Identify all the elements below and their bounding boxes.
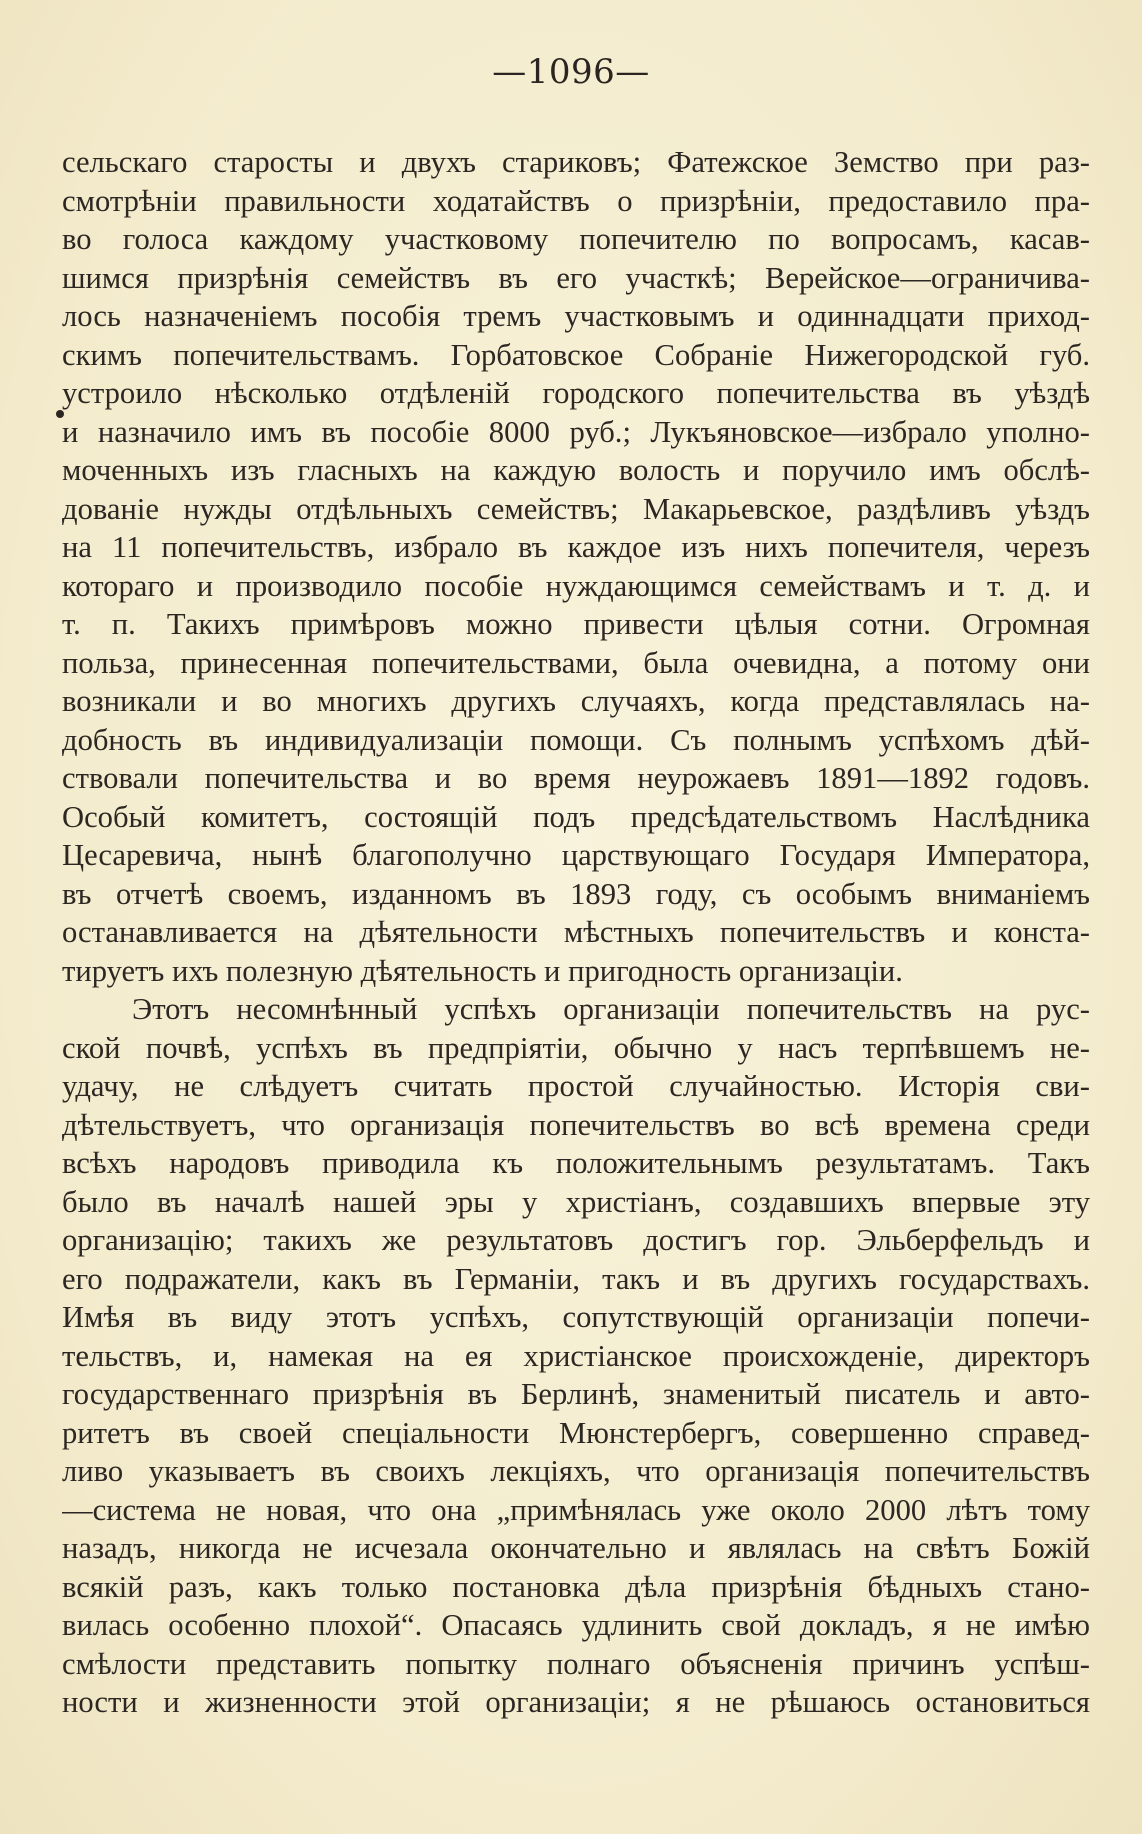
paragraph-first-line: Этотъ несомнѣнный успѣхъ организаціи попечительствъ на рус-	[132, 992, 1090, 1026]
text-line: останавливается на дѣятельности мѣстныхъ попечительствъ и конста-	[62, 915, 1090, 949]
text-line: удачу, не слѣдуетъ считать простой случайностью. Исторія сви-	[62, 1069, 1090, 1103]
text-line: т. п. Такихъ примѣровъ можно привести цѣлыя сотни. Огромная	[62, 607, 1090, 641]
text-line: ности и жизненности этой организаціи; я не рѣшаюсь остановиться	[62, 1685, 1090, 1719]
text-line: тельствъ, и, намекая на ея христіанское происхожденіе, директоръ	[62, 1338, 1090, 1373]
text-line: устроило нѣсколько отдѣленій городского попечительства въ уѣздѣ	[62, 376, 1090, 410]
text-line: Имѣя въ виду этотъ успѣхъ, сопутствующій организаціи попечи-	[62, 1300, 1090, 1334]
body-text	[62, 143, 1090, 1722]
text-line: польза, принесенная попечительствами, была очевидна, а потому они	[62, 645, 1090, 680]
text-line: дѣтельствуетъ, что организація попечительствъ во всѣ времена среди	[62, 1107, 1090, 1142]
text-line: и назначило имъ въ пособіе 8000 руб.; Лукъяновское—избрало уполно-	[62, 414, 1090, 449]
text-line: возникали и во многихъ другихъ случаяхъ, когда представлялась на-	[62, 684, 1090, 718]
paragraph-end-line: тируетъ ихъ полезную дѣятельность и пригодность организаціи.	[62, 953, 903, 988]
text-line: было въ началѣ нашей эры у христіанъ, создавшихъ впервые эту	[62, 1184, 1090, 1219]
text-line: государственнаго призрѣнія въ Берлинѣ, знаменитый писатель и авто-	[62, 1377, 1090, 1411]
text-line: вилась особенно плохой“. Опасаясь удлинить свой докладъ, я не имѣю	[62, 1608, 1090, 1642]
text-line: котораго и производило пособіе нуждающимся семействамъ и т. д. и	[62, 568, 1090, 603]
text-line: назадъ, никогда не исчезала окончательно и являлась на свѣтъ Божій	[62, 1531, 1090, 1565]
text-line: лось назначеніемъ пособія тремъ участковымъ и одиннадцати приход-	[62, 299, 1090, 333]
text-line: смотрѣніи правильности ходатайствъ о призрѣніи, предоставило пра-	[62, 183, 1090, 218]
text-line: сельскаго старосты и двухъ стариковъ; Фатежское Земство при раз-	[62, 145, 1090, 179]
text-line: смѣлости представить попытку полнаго объясненія причинъ успѣш-	[62, 1646, 1090, 1681]
text-line: ствовали попечительства и во время неурожаевъ 1891—1892 годовъ.	[62, 761, 1090, 795]
text-line: въ отчетѣ своемъ, изданномъ въ 1893 году, съ особымъ вниманіемъ	[62, 876, 1090, 911]
text-line: моченныхъ изъ гласныхъ на каждую волость и поручило имъ обслѣ-	[62, 453, 1090, 487]
page-number: —1096—	[492, 52, 650, 92]
text-line: скимъ попечительствамъ. Горбатовское Собраніе Нижегородской губ.	[62, 337, 1090, 372]
text-line: дованіе нужды отдѣльныхъ семействъ; Макарьевское, раздѣливъ уѣздъ	[62, 491, 1090, 526]
text-line: всякій разъ, какъ только постановка дѣла призрѣнія бѣдныхъ стано-	[62, 1569, 1090, 1604]
text-line: шимся призрѣнія семействъ въ его участкѣ; Верейское—ограничива-	[62, 260, 1090, 295]
text-line: ской почвѣ, успѣхъ въ предпріятіи, обычно у насъ терпѣвшемъ не-	[62, 1030, 1090, 1065]
text-line: его подражатели, какъ въ Германіи, такъ и въ другихъ государствахъ.	[62, 1261, 1090, 1296]
text-line: ритетъ въ своей спеціальности Мюнстербергъ, совершенно справед-	[62, 1415, 1090, 1450]
text-line: организацію; такихъ же результатовъ достигъ гор. Эльберфельдъ и	[62, 1223, 1090, 1257]
text-line: ливо указываетъ въ своихъ лекціяхъ, что организація попечительствъ	[62, 1454, 1090, 1488]
text-line: во голоса каждому участковому попечителю по вопросамъ, касав-	[62, 222, 1090, 256]
text-line: всѣхъ народовъ приводила къ положительнымъ результатамъ. Такъ	[62, 1146, 1090, 1180]
text-line: Цесаревича, нынѣ благополучно царствующаго Государя Императора,	[62, 838, 1090, 872]
text-line: на 11 попечительствъ, избрало въ каждое изъ нихъ попечителя, черезъ	[62, 530, 1090, 564]
text-line: —система не новая, что она „примѣнялась уже около 2000 лѣтъ тому	[62, 1492, 1090, 1527]
text-line: Особый комитетъ, состоящій подъ предсѣдательствомъ Наслѣдника	[62, 799, 1090, 834]
text-line: добность въ индивидуализаціи помощи. Съ полнымъ успѣхомъ дѣй-	[62, 722, 1090, 757]
